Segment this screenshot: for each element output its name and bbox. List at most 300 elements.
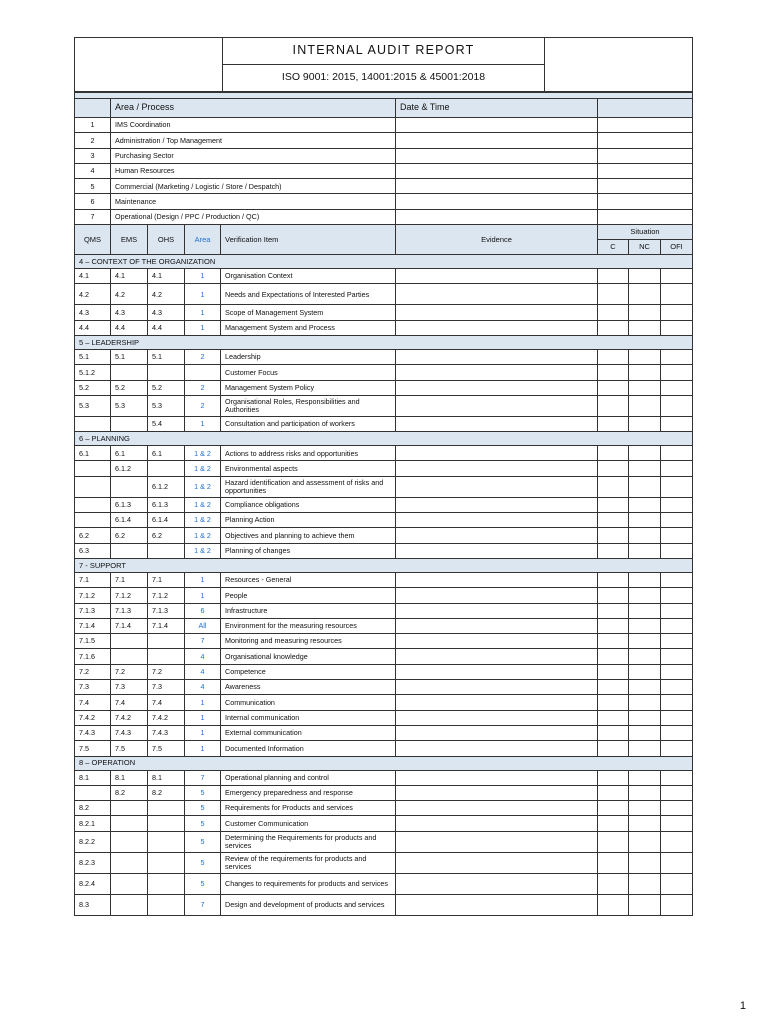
situation-c-cell[interactable] [598, 852, 629, 873]
clause-row [75, 634, 693, 649]
situation-nc-cell[interactable] [629, 395, 661, 416]
evidence-cell[interactable] [396, 664, 598, 679]
ems-clause: 5.2 [111, 380, 148, 395]
clause-row [75, 461, 693, 476]
area-ref: 5 [185, 852, 221, 873]
ohs-clause [148, 894, 185, 915]
area-ref: 4 [185, 664, 221, 679]
situation-nc-cell[interactable] [629, 528, 661, 543]
situation-nc-cell[interactable] [629, 725, 661, 740]
situation-ofi-cell[interactable] [661, 476, 693, 497]
situation-nc-cell[interactable] [629, 831, 661, 852]
area-ref: 1 & 2 [185, 543, 221, 558]
situation-c-cell[interactable] [598, 497, 629, 512]
situation-ofi-cell[interactable] [661, 852, 693, 873]
qms-clause [75, 513, 111, 528]
evidence-cell[interactable] [396, 416, 598, 431]
area-ref: 1 [185, 572, 221, 587]
situation-c-cell[interactable] [598, 528, 629, 543]
clause-row [75, 894, 693, 915]
situation-nc-cell[interactable] [629, 380, 661, 395]
situation-ofi-cell[interactable] [661, 649, 693, 664]
blank-cell [598, 99, 693, 118]
area-header-row [75, 99, 693, 118]
ems-clause: 7.4.3 [111, 725, 148, 740]
situation-c-cell[interactable] [598, 894, 629, 915]
evidence-cell[interactable] [396, 831, 598, 852]
blank-cell [598, 209, 693, 224]
section-title: 6 – PLANNING [75, 432, 693, 446]
verification-item: Management System and Process [221, 320, 396, 335]
blank-cell [598, 179, 693, 194]
situation-c-cell[interactable] [598, 695, 629, 710]
situation-c-cell[interactable] [598, 618, 629, 633]
situation-c-cell[interactable] [598, 284, 629, 305]
situation-ofi-cell[interactable] [661, 710, 693, 725]
situation-ofi-cell[interactable] [661, 528, 693, 543]
blank-cell [598, 194, 693, 209]
situation-ofi-cell[interactable] [661, 305, 693, 320]
ohs-clause: 5.3 [148, 395, 185, 416]
area-label: Operational (Design / PPC / Production / QC) [111, 209, 396, 224]
situation-c-cell[interactable] [598, 801, 629, 816]
ems-clause: 4.2 [111, 284, 148, 305]
qms-clause: 8.1 [75, 770, 111, 785]
section-row [75, 432, 693, 446]
situation-ofi-cell[interactable] [661, 269, 693, 284]
date-time-cell[interactable] [396, 118, 598, 133]
verification-item: Internal communication [221, 710, 396, 725]
area-number: 5 [75, 179, 111, 194]
blank-cell [598, 133, 693, 148]
column-header-row [75, 225, 693, 240]
situation-c-cell[interactable] [598, 269, 629, 284]
situation-ofi-cell[interactable] [661, 513, 693, 528]
area-label: Human Resources [111, 163, 396, 178]
blank-cell [75, 99, 111, 118]
situation-ofi-cell[interactable] [661, 497, 693, 512]
situation-c-cell[interactable] [598, 416, 629, 431]
qms-clause [75, 461, 111, 476]
ohs-clause: 6.2 [148, 528, 185, 543]
situation-ofi-cell[interactable] [661, 461, 693, 476]
area-ref: 5 [185, 785, 221, 800]
evidence-cell[interactable] [396, 618, 598, 633]
situation-nc-cell[interactable] [629, 894, 661, 915]
evidence-cell[interactable] [396, 365, 598, 380]
situation-nc-cell[interactable] [629, 634, 661, 649]
clause-row [75, 852, 693, 873]
qms-clause: 7.1.2 [75, 588, 111, 603]
ems-clause: 7.5 [111, 741, 148, 756]
situation-c-cell[interactable] [598, 634, 629, 649]
situation-ofi-cell[interactable] [661, 664, 693, 679]
situation-nc-cell[interactable] [629, 695, 661, 710]
situation-ofi-cell[interactable] [661, 770, 693, 785]
ohs-clause [148, 543, 185, 558]
situation-nc-cell[interactable] [629, 305, 661, 320]
ems-clause [111, 852, 148, 873]
ohs-clause [148, 816, 185, 831]
evidence-cell[interactable] [396, 894, 598, 915]
nc-header: NC [629, 240, 661, 255]
ohs-clause: 6.1.4 [148, 513, 185, 528]
area-ref: 1 & 2 [185, 461, 221, 476]
situation-ofi-cell[interactable] [661, 741, 693, 756]
qms-clause [75, 476, 111, 497]
situation-nc-cell[interactable] [629, 664, 661, 679]
clause-row [75, 476, 693, 497]
situation-ofi-cell[interactable] [661, 543, 693, 558]
ems-clause: 5.3 [111, 395, 148, 416]
ems-header: EMS [111, 225, 148, 255]
situation-ofi-cell[interactable] [661, 618, 693, 633]
situation-ofi-cell[interactable] [661, 395, 693, 416]
qms-clause: 7.4.2 [75, 710, 111, 725]
blank-cell [598, 163, 693, 178]
ems-clause: 6.1 [111, 446, 148, 461]
date-time-header: Date & Time [396, 99, 598, 118]
ems-clause: 4.4 [111, 320, 148, 335]
qms-clause: 8.2.3 [75, 852, 111, 873]
verification-item: Customer Communication [221, 816, 396, 831]
situation-nc-cell[interactable] [629, 801, 661, 816]
area-ref: 1 [185, 320, 221, 335]
situation-ofi-cell[interactable] [661, 446, 693, 461]
area-ref: 1 [185, 695, 221, 710]
ohs-clause: 6.1.3 [148, 497, 185, 512]
evidence-cell[interactable] [396, 588, 598, 603]
situation-nc-cell[interactable] [629, 349, 661, 364]
situation-c-cell[interactable] [598, 513, 629, 528]
situation-nc-cell[interactable] [629, 603, 661, 618]
situation-nc-cell[interactable] [629, 852, 661, 873]
situation-ofi-cell[interactable] [661, 284, 693, 305]
ems-clause: 7.1.4 [111, 618, 148, 633]
ems-clause: 8.2 [111, 785, 148, 800]
situation-c-cell[interactable] [598, 710, 629, 725]
area-ref: 5 [185, 831, 221, 852]
situation-nc-cell[interactable] [629, 710, 661, 725]
area-ref: 1 & 2 [185, 446, 221, 461]
qms-clause: 7.5 [75, 741, 111, 756]
situation-ofi-cell[interactable] [661, 816, 693, 831]
qms-clause: 7.4.3 [75, 725, 111, 740]
verification-item: Operational planning and control [221, 770, 396, 785]
situation-nc-cell[interactable] [629, 416, 661, 431]
clause-row [75, 770, 693, 785]
page-number: 1 [739, 1000, 746, 1012]
situation-ofi-cell[interactable] [661, 365, 693, 380]
situation-nc-cell[interactable] [629, 446, 661, 461]
situation-nc-cell[interactable] [629, 680, 661, 695]
clause-row [75, 816, 693, 831]
situation-ofi-cell[interactable] [661, 588, 693, 603]
evidence-cell[interactable] [396, 710, 598, 725]
situation-nc-cell[interactable] [629, 365, 661, 380]
evidence-cell[interactable] [396, 497, 598, 512]
situation-c-cell[interactable] [598, 543, 629, 558]
situation-ofi-cell[interactable] [661, 831, 693, 852]
verification-item: Objectives and planning to achieve them [221, 528, 396, 543]
situation-ofi-cell[interactable] [661, 801, 693, 816]
area-label: Maintenance [111, 194, 396, 209]
situation-nc-cell[interactable] [629, 572, 661, 587]
evidence-cell[interactable] [396, 446, 598, 461]
qms-clause: 7.1 [75, 572, 111, 587]
evidence-cell[interactable] [396, 801, 598, 816]
evidence-cell[interactable] [396, 543, 598, 558]
verification-item: External communication [221, 725, 396, 740]
verification-item: Customer Focus [221, 365, 396, 380]
qms-clause: 8.2 [75, 801, 111, 816]
date-time-cell[interactable] [396, 163, 598, 178]
area-ref: 4 [185, 680, 221, 695]
area-ref: 7 [185, 894, 221, 915]
date-time-cell[interactable] [396, 179, 598, 194]
situation-c-cell[interactable] [598, 680, 629, 695]
ems-clause: 7.3 [111, 680, 148, 695]
ems-clause: 4.3 [111, 305, 148, 320]
evidence-cell[interactable] [396, 741, 598, 756]
situation-ofi-cell[interactable] [661, 634, 693, 649]
evidence-cell[interactable] [396, 320, 598, 335]
situation-c-cell[interactable] [598, 785, 629, 800]
evidence-cell[interactable] [396, 695, 598, 710]
verification-item: Changes to requirements for products and services [221, 873, 396, 894]
report-subtitle: ISO 9001: 2015, 14001:2015 & 45001:2018 [223, 65, 545, 92]
area-row [75, 163, 693, 178]
ohs-clause [148, 801, 185, 816]
situation-c-cell[interactable] [598, 305, 629, 320]
clause-row [75, 446, 693, 461]
situation-c-cell[interactable] [598, 349, 629, 364]
situation-ofi-cell[interactable] [661, 894, 693, 915]
logo-cell [75, 38, 223, 92]
evidence-cell[interactable] [396, 785, 598, 800]
situation-c-cell[interactable] [598, 461, 629, 476]
verification-item: Environment for the measuring resources [221, 618, 396, 633]
area-row [75, 194, 693, 209]
situation-c-cell[interactable] [598, 588, 629, 603]
verification-item: Organisation Context [221, 269, 396, 284]
evidence-cell[interactable] [396, 725, 598, 740]
situation-nc-cell[interactable] [629, 461, 661, 476]
evidence-cell[interactable] [396, 770, 598, 785]
verification-item: Communication [221, 695, 396, 710]
situation-nc-cell[interactable] [629, 785, 661, 800]
ohs-clause [148, 365, 185, 380]
clause-row [75, 395, 693, 416]
ems-clause [111, 816, 148, 831]
situation-ofi-cell[interactable] [661, 785, 693, 800]
situation-nc-cell[interactable] [629, 476, 661, 497]
situation-nc-cell[interactable] [629, 618, 661, 633]
audit-table [74, 92, 693, 916]
situation-ofi-cell[interactable] [661, 695, 693, 710]
verification-item: Hazard identification and assessment of risks and opportunities [221, 476, 396, 497]
situation-c-cell[interactable] [598, 476, 629, 497]
situation-ofi-cell[interactable] [661, 680, 693, 695]
situation-ofi-cell[interactable] [661, 603, 693, 618]
area-label: IMS Coordination [111, 118, 396, 133]
evidence-cell[interactable] [396, 680, 598, 695]
qms-clause: 7.1.4 [75, 618, 111, 633]
clause-row [75, 269, 693, 284]
situation-c-cell[interactable] [598, 395, 629, 416]
ohs-clause: 6.1.2 [148, 476, 185, 497]
evidence-cell[interactable] [396, 634, 598, 649]
situation-nc-cell[interactable] [629, 816, 661, 831]
section-row [75, 255, 693, 269]
ohs-clause: 8.1 [148, 770, 185, 785]
situation-c-cell[interactable] [598, 380, 629, 395]
ems-clause [111, 873, 148, 894]
situation-c-cell[interactable] [598, 365, 629, 380]
ohs-clause [148, 852, 185, 873]
situation-nc-cell[interactable] [629, 770, 661, 785]
qms-clause: 7.1.3 [75, 603, 111, 618]
clause-row [75, 543, 693, 558]
situation-nc-cell[interactable] [629, 513, 661, 528]
qms-clause: 8.2.1 [75, 816, 111, 831]
situation-c-cell[interactable] [598, 831, 629, 852]
situation-nc-cell[interactable] [629, 588, 661, 603]
qms-clause: 5.2 [75, 380, 111, 395]
evidence-cell[interactable] [396, 649, 598, 664]
verification-item: Compliance obligations [221, 497, 396, 512]
evidence-cell[interactable] [396, 476, 598, 497]
situation-c-cell[interactable] [598, 603, 629, 618]
ohs-clause: 7.1.3 [148, 603, 185, 618]
situation-nc-cell[interactable] [629, 741, 661, 756]
qms-clause: 5.3 [75, 395, 111, 416]
area-ref: 6 [185, 603, 221, 618]
date-time-cell[interactable] [396, 209, 598, 224]
ems-clause [111, 894, 148, 915]
report-header [74, 37, 693, 92]
situation-nc-cell[interactable] [629, 543, 661, 558]
section-title: 5 – LEADERSHIP [75, 335, 693, 349]
verification-item: Organisational Roles, Responsibilities and Authorities [221, 395, 396, 416]
situation-ofi-cell[interactable] [661, 572, 693, 587]
evidence-cell[interactable] [396, 395, 598, 416]
ohs-clause: 7.2 [148, 664, 185, 679]
situation-c-cell[interactable] [598, 816, 629, 831]
qms-clause: 7.1.5 [75, 634, 111, 649]
clause-row [75, 801, 693, 816]
ems-clause: 7.1.3 [111, 603, 148, 618]
situation-nc-cell[interactable] [629, 497, 661, 512]
area-number: 6 [75, 194, 111, 209]
evidence-cell[interactable] [396, 349, 598, 364]
evidence-cell[interactable] [396, 380, 598, 395]
clause-row [75, 725, 693, 740]
area-ref: 1 [185, 269, 221, 284]
situation-c-cell[interactable] [598, 770, 629, 785]
area-number: 3 [75, 148, 111, 163]
ohs-clause: 5.4 [148, 416, 185, 431]
situation-nc-cell[interactable] [629, 320, 661, 335]
verification-item: Monitoring and measuring resources [221, 634, 396, 649]
qms-clause: 7.3 [75, 680, 111, 695]
verification-item: Review of the requirements for products and services [221, 852, 396, 873]
situation-c-cell[interactable] [598, 725, 629, 740]
situation-ofi-cell[interactable] [661, 873, 693, 894]
situation-ofi-cell[interactable] [661, 380, 693, 395]
evidence-cell[interactable] [396, 852, 598, 873]
area-number: 4 [75, 163, 111, 178]
situation-nc-cell[interactable] [629, 269, 661, 284]
situation-c-cell[interactable] [598, 741, 629, 756]
evidence-cell[interactable] [396, 305, 598, 320]
situation-c-cell[interactable] [598, 664, 629, 679]
qms-clause: 4.1 [75, 269, 111, 284]
ems-clause: 7.1.2 [111, 588, 148, 603]
area-ref: 1 [185, 305, 221, 320]
date-time-cell[interactable] [396, 194, 598, 209]
situation-ofi-cell[interactable] [661, 320, 693, 335]
situation-c-cell[interactable] [598, 649, 629, 664]
evidence-cell[interactable] [396, 603, 598, 618]
situation-c-cell[interactable] [598, 320, 629, 335]
situation-c-cell[interactable] [598, 446, 629, 461]
section-title: 7 - SUPPORT [75, 558, 693, 572]
ems-clause [111, 365, 148, 380]
clause-row [75, 649, 693, 664]
header-right-cell [545, 38, 693, 92]
evidence-cell[interactable] [396, 284, 598, 305]
evidence-cell[interactable] [396, 513, 598, 528]
situation-nc-cell[interactable] [629, 284, 661, 305]
date-time-cell[interactable] [396, 133, 598, 148]
ems-clause: 6.1.2 [111, 461, 148, 476]
area-ref: 2 [185, 395, 221, 416]
area-label: Administration / Top Management [111, 133, 396, 148]
situation-c-cell[interactable] [598, 873, 629, 894]
evidence-header: Evidence [396, 225, 598, 255]
report-title: INTERNAL AUDIT REPORT [223, 38, 545, 65]
qms-clause [75, 416, 111, 431]
evidence-cell[interactable] [396, 528, 598, 543]
situation-ofi-cell[interactable] [661, 416, 693, 431]
clause-row [75, 618, 693, 633]
area-ref: 1 [185, 588, 221, 603]
situation-nc-cell[interactable] [629, 649, 661, 664]
ems-clause [111, 416, 148, 431]
evidence-cell[interactable] [396, 873, 598, 894]
clause-row [75, 416, 693, 431]
evidence-cell[interactable] [396, 269, 598, 284]
date-time-cell[interactable] [396, 148, 598, 163]
ohs-clause [148, 649, 185, 664]
ohs-clause [148, 873, 185, 894]
situation-nc-cell[interactable] [629, 873, 661, 894]
situation-ofi-cell[interactable] [661, 349, 693, 364]
evidence-cell[interactable] [396, 816, 598, 831]
ohs-clause: 4.2 [148, 284, 185, 305]
evidence-cell[interactable] [396, 572, 598, 587]
clause-row [75, 572, 693, 587]
ohs-clause: 7.3 [148, 680, 185, 695]
evidence-cell[interactable] [396, 461, 598, 476]
situation-ofi-cell[interactable] [661, 725, 693, 740]
section-row [75, 558, 693, 572]
clause-row [75, 710, 693, 725]
area-ref: 2 [185, 380, 221, 395]
area-header: Area [185, 225, 221, 255]
situation-c-cell[interactable] [598, 572, 629, 587]
